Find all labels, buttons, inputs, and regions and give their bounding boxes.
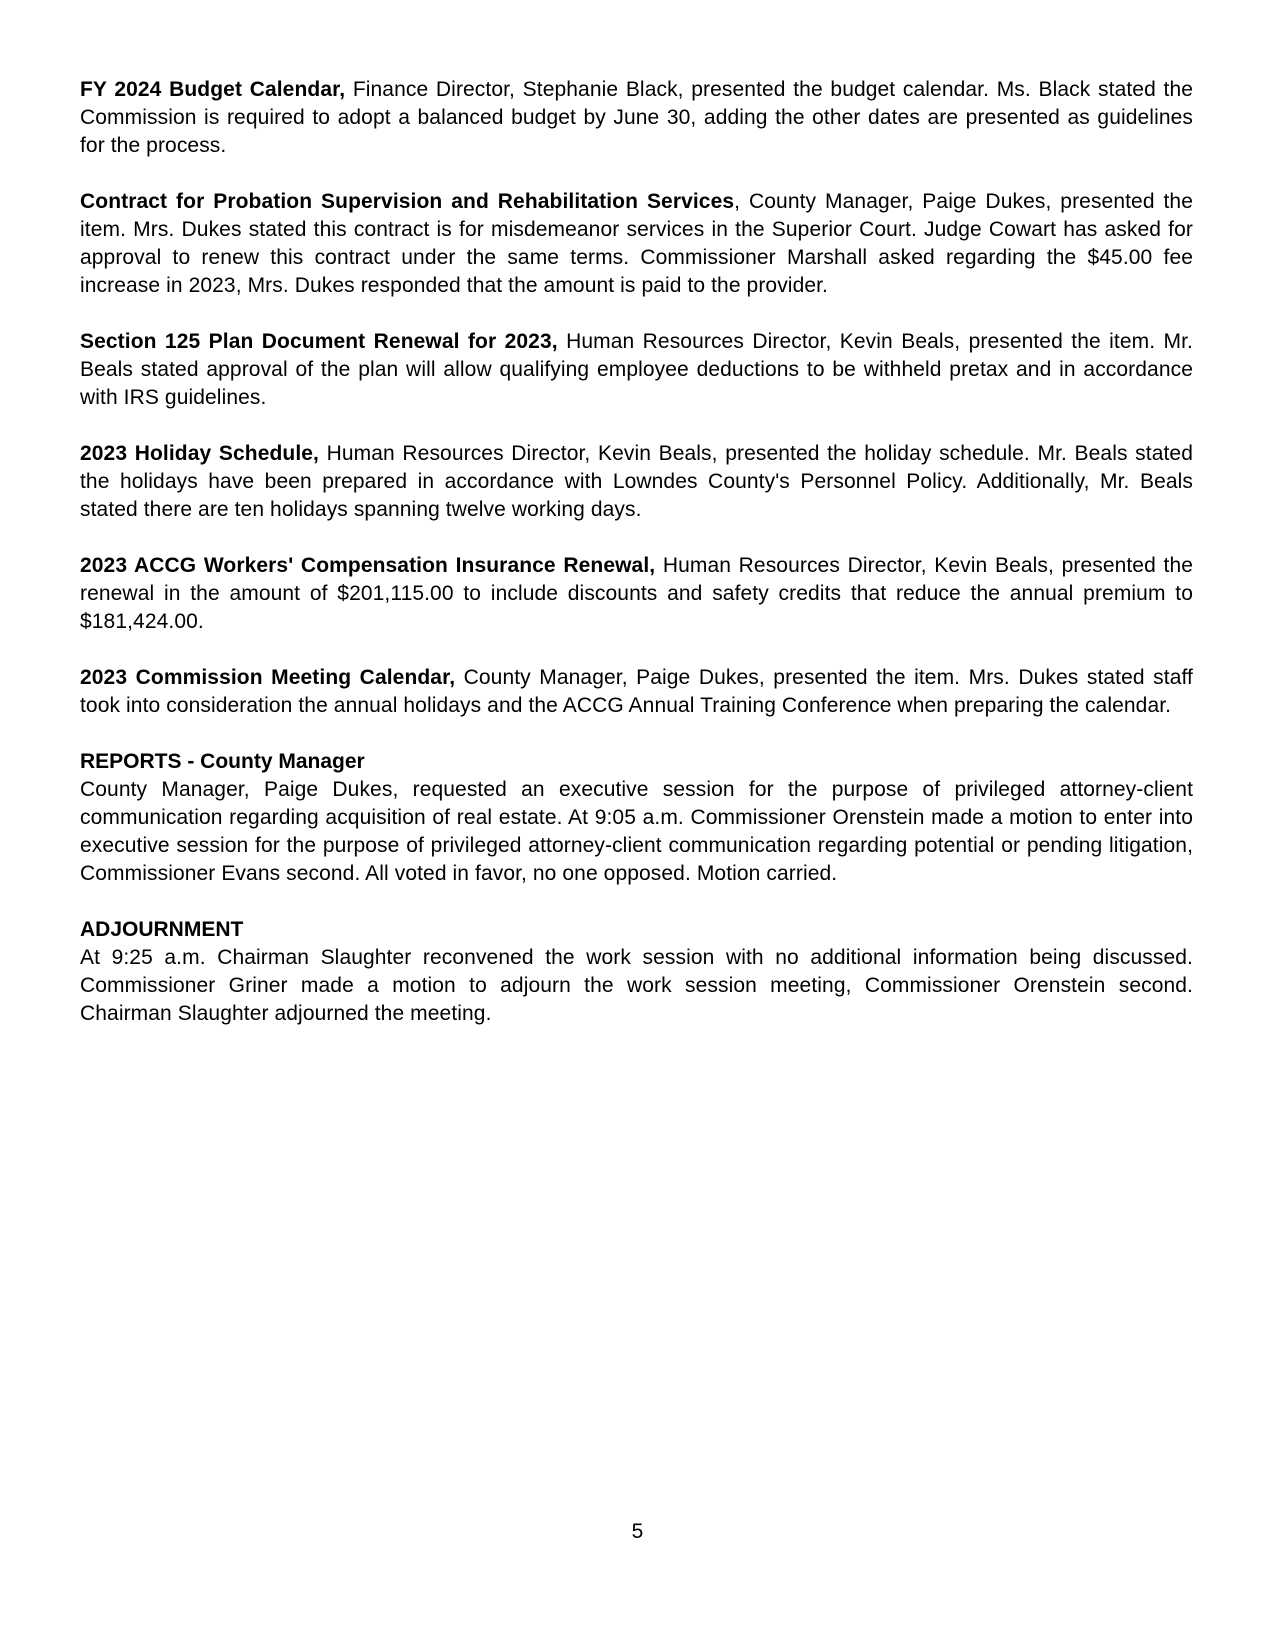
- minutes-paragraph-budget-calendar: [80, 76, 1193, 160]
- minutes-paragraph-workers-compensation: [80, 552, 1193, 636]
- item-title: Section 125 Plan Document Renewal for 2023,: [80, 330, 558, 353]
- page-number: 5: [631, 1520, 644, 1543]
- item-body: Human Resources Director, Kevin Beals, presented the holiday schedule. Mr. Beals stated the holidays have been prepared in accordance with Lowndes County's Personnel Policy. Additionally, Mr. Beals stated there are ten holidays spanning twelve working days.: [80, 442, 1193, 521]
- section-body-adjournment: At 9:25 a.m. Chairman Slaughter reconvened the work session with no additional information being discussed. Commissioner Griner made a motion to adjourn the work session meeting, Commissioner Orenstein second. Chairman Slaughter adjourned the meeting.: [80, 946, 1193, 1025]
- section-heading-reports: REPORTS - County Manager: [80, 750, 365, 773]
- item-title: 2023 ACCG Workers' Compensation Insurance Renewal,: [80, 554, 656, 577]
- minutes-paragraph-holiday-schedule: [80, 440, 1193, 524]
- minutes-paragraph-probation-contract: [80, 188, 1193, 300]
- minutes-paragraph-meeting-calendar: [80, 664, 1193, 720]
- item-body: Human Resources Director, Kevin Beals, presented the item. Mr. Beals stated approval of the plan will allow qualifying employee deductions to be withheld pretax and in accordance with IRS guidelines.: [80, 330, 1193, 409]
- item-title: FY 2024 Budget Calendar,: [80, 78, 346, 101]
- item-title: Contract for Probation Supervision and Rehabilitation Services: [80, 190, 735, 213]
- item-body: , County Manager, Paige Dukes, presented the item. Mrs. Dukes stated this contract is for misdemeanor services in the Superior Court. Judge Cowart has asked for approval to renew this contract under the same terms. Commissioner Marshall asked regarding the $45.00 fee increase in 2023, Mrs. Dukes responded that the amount is paid to the provider.: [80, 190, 1193, 297]
- item-title: 2023 Commission Meeting Calendar,: [80, 666, 456, 689]
- page-content: [80, 76, 1193, 1056]
- item-body: Finance Director, Stephanie Black, presented the budget calendar. Ms. Black stated the Commission is required to adopt a balanced budget by June 30, adding the other dates are presented as guidelines for the process.: [80, 78, 1194, 157]
- item-body: County Manager, Paige Dukes, presented the item. Mrs. Dukes stated staff took into consideration the annual holidays and the ACCG Annual Training Conference when preparing the calendar.: [80, 666, 1193, 717]
- item-title: 2023 Holiday Schedule,: [80, 442, 319, 465]
- section-heading-adjournment: ADJOURNMENT: [80, 918, 244, 941]
- minutes-paragraph-section-125-plan: [80, 328, 1193, 412]
- item-body: Human Resources Director, Kevin Beals, presented the renewal in the amount of $201,115.00 to include discounts and safety credits that reduce the annual premium to $181,424.00.: [80, 554, 1193, 633]
- section-body-reports: County Manager, Paige Dukes, requested an executive session for the purpose of privileged attorney-client communication regarding acquisition of real estate. At 9:05 a.m. Commissioner Orenstein made a motion to enter into executive session for the purpose of privileged attorney-client communication regarding potential or pending litigation, Commissioner Evans second. All voted in favor, no one opposed. Motion carried.: [80, 778, 1193, 885]
